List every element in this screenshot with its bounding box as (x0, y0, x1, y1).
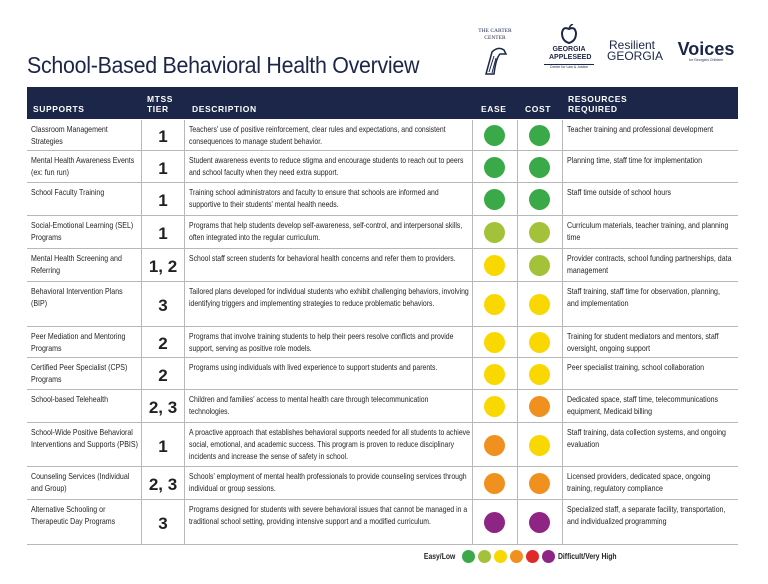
resilient-georgia-logo (604, 38, 664, 63)
table-row (27, 467, 738, 500)
cost-cell (518, 358, 563, 389)
support-text: Alternative Schooling or Therapeutic Day Programs (31, 504, 116, 526)
support-cell (27, 358, 142, 389)
ease-cell (473, 120, 518, 150)
legend-high-label: Difficult/Very High (558, 551, 617, 561)
support-cell (27, 151, 142, 182)
legend-dot-purple (542, 550, 555, 563)
resources-text: Curriculum materials, teacher training, and planning time (567, 220, 729, 242)
table-row (27, 151, 738, 183)
cost-rating-dot (529, 222, 550, 243)
description-text: Children and families' access to mental health care through telecommunication technologies. (189, 394, 429, 416)
legend-dot-lime (478, 550, 491, 563)
table-row (27, 216, 738, 249)
description-cell (185, 358, 473, 389)
support-cell (27, 216, 142, 248)
description-cell (185, 249, 473, 281)
cost-rating-dot (529, 157, 550, 178)
resilient-georgia-text: Resilient GEORGIA (607, 38, 664, 63)
table-row (27, 249, 738, 282)
resources-cell (563, 467, 738, 499)
voices-text: Voices (677, 39, 735, 59)
tier-cell (142, 183, 185, 215)
cost-cell (518, 467, 563, 499)
description-cell (185, 216, 473, 248)
resources-text: Peer specialist training, school collaboration (567, 362, 705, 372)
cost-cell (518, 120, 563, 150)
table-row (27, 500, 738, 545)
tier-value: 3 (158, 514, 168, 533)
support-cell (27, 282, 142, 326)
ease-cell (473, 151, 518, 182)
ease-cell (473, 500, 518, 544)
support-cell (27, 120, 142, 150)
carter-center-logo (470, 28, 520, 76)
cost-cell (518, 183, 563, 215)
support-text: Counseling Services (Individual and Group) (31, 471, 130, 493)
legend (420, 549, 631, 563)
description-text: Tailored plans developed for individual students who exhibit challenging behaviors, involving identifying triggers and implementing strategies to reduce problematic behaviors. (189, 286, 469, 308)
ease-cell (473, 249, 518, 281)
table-row (27, 358, 738, 390)
tier-value: 1 (158, 191, 168, 210)
ease-rating-dot (484, 512, 505, 533)
georgia-appleseed-text: GEORGIA APPLESEED (549, 46, 592, 61)
ease-rating-dot (484, 396, 505, 417)
cost-rating-dot (529, 332, 550, 353)
resources-cell (563, 120, 738, 150)
resources-text: Staff training, data collection systems, and ongoing evaluation (567, 427, 726, 449)
support-cell (27, 249, 142, 281)
resources-cell (563, 390, 738, 422)
legend-scale (462, 550, 555, 563)
cost-cell (518, 216, 563, 248)
legend-dot-yellow (494, 550, 507, 563)
description-cell (185, 423, 473, 466)
header-resources-line1: RESOURCES (568, 94, 628, 104)
tier-value: 1 (158, 127, 168, 146)
tier-value: 2 (158, 334, 168, 353)
support-text: Mental Health Awareness Events (ex: fun run) (31, 155, 135, 177)
tier-value: 1 (158, 436, 168, 456)
resources-cell (563, 500, 738, 544)
resources-text: Training for student mediators and mentors, staff oversight, ongoing support (567, 331, 719, 353)
cost-rating-dot (529, 473, 550, 494)
ease-rating-dot (484, 332, 505, 353)
tier-cell (142, 390, 185, 422)
resources-text: Dedicated space, staff time, telecommunications equipment, Medicaid billing (567, 394, 719, 416)
header-resources (568, 94, 627, 114)
support-text: Mental Health Screening and Referring (31, 253, 122, 275)
support-cell (27, 500, 142, 544)
table-row (27, 183, 738, 216)
resources-text: Licensed providers, dedicated space, ongoing training, regulatory compliance (567, 471, 711, 493)
support-cell (27, 390, 142, 422)
cost-rating-dot (529, 364, 550, 385)
resources-text: Staff time outside of school hours (567, 187, 672, 197)
header-ease: EASE (481, 104, 507, 114)
tier-cell (142, 327, 185, 357)
tier-cell (142, 423, 185, 466)
tier-value: 1 (158, 224, 168, 243)
description-text: Training school administrators and faculty to ensure that schools are informed and supportive to their students' mental health needs. (189, 187, 439, 209)
cost-rating-dot (529, 435, 550, 456)
tier-value: 3 (158, 296, 168, 315)
cost-rating-dot (529, 512, 550, 533)
resources-text: Specialized staff, a separate facility, transportation, and individualized programming (567, 504, 726, 526)
tier-value: 2, 3 (148, 475, 178, 494)
cost-rating-dot (529, 189, 550, 210)
description-text: Student awareness events to reduce stigma and encourage students to reach out to peers and school faculty when they need extra support. (189, 155, 464, 177)
tier-cell (142, 282, 185, 326)
legend-dot-orange (510, 550, 523, 563)
description-cell (185, 327, 473, 357)
resources-cell (563, 183, 738, 215)
description-cell (185, 120, 473, 150)
table-row (27, 327, 738, 358)
ease-cell (473, 183, 518, 215)
support-text: School-Wide Positive Behavioral Interventions and Supports (PBIS) (31, 427, 138, 449)
description-cell (185, 183, 473, 215)
resources-text: Planning time, staff time for implementation (567, 155, 703, 165)
legend-low-label: Easy/Low (423, 551, 456, 561)
description-text: Programs that help students develop self-awareness, self-control, and interpersonal skills, often integrated into the regular curriculum. (189, 220, 463, 242)
ease-rating-dot (484, 189, 505, 210)
cost-cell (518, 151, 563, 182)
ease-rating-dot (484, 294, 505, 315)
description-text: A proactive approach that establishes behavioral supports needed for all students to achieve social, emotional, and academic success. This program is proven to reduce disciplinary incidents and increase the sense of safety in school. (189, 427, 470, 461)
resources-cell (563, 249, 738, 281)
support-cell (27, 327, 142, 357)
support-text: Classroom Management Strategies (31, 124, 108, 146)
support-cell (27, 183, 142, 215)
support-cell (27, 467, 142, 499)
tier-cell (142, 216, 185, 248)
ease-cell (473, 358, 518, 389)
tier-cell (142, 358, 185, 389)
tier-value: 1, 2 (148, 257, 178, 276)
tier-value: 2, 3 (148, 398, 178, 417)
table-header (27, 87, 738, 119)
cost-cell (518, 423, 563, 466)
georgia-appleseed-tagline: Center for Law & Justice (544, 64, 594, 69)
cost-rating-dot (529, 396, 550, 417)
resources-cell (563, 327, 738, 357)
support-text: Social-Emotional Learning (SEL) Programs (31, 220, 134, 242)
cost-cell (518, 327, 563, 357)
voices-tagline: for Georgia's Children (689, 58, 723, 62)
legend-dot-red (526, 550, 539, 563)
ease-rating-dot (484, 473, 505, 494)
tier-cell (142, 467, 185, 499)
resources-text: Staff training, staff time for observation, planning, and implementation (567, 286, 720, 308)
header-tier (147, 94, 173, 114)
header-tier-line2: TIER (147, 104, 169, 114)
ease-rating-dot (484, 222, 505, 243)
cost-cell (518, 500, 563, 544)
table-row (27, 390, 738, 423)
tier-value: 2 (158, 365, 168, 385)
ease-cell (473, 467, 518, 499)
ease-rating-dot (484, 255, 505, 276)
description-cell (185, 500, 473, 544)
support-text: Certified Peer Specialist (CPS) Programs (31, 362, 128, 384)
cost-rating-dot (529, 125, 550, 146)
resources-cell (563, 151, 738, 182)
ease-cell (473, 327, 518, 357)
tier-value: 1 (158, 158, 168, 178)
partner-logos (470, 22, 740, 82)
support-text: Peer Mediation and Mentoring Programs (31, 331, 126, 353)
header-cost: COST (525, 104, 552, 114)
header-supports: SUPPORTS (33, 104, 85, 114)
georgia-appleseed-logo (544, 24, 594, 69)
support-text: School-based Telehealth (31, 394, 109, 404)
table-row (27, 120, 738, 151)
voices-logo (674, 40, 738, 62)
carter-center-text: THE CARTER CENTER (478, 28, 512, 41)
resources-cell (563, 282, 738, 326)
cost-cell (518, 390, 563, 422)
description-cell (185, 467, 473, 499)
cost-cell (518, 282, 563, 326)
table-row (27, 282, 738, 327)
legend-dot-green (462, 550, 475, 563)
cost-rating-dot (529, 294, 550, 315)
description-cell (185, 390, 473, 422)
description-cell (185, 282, 473, 326)
tier-cell (142, 249, 185, 281)
support-cell (27, 423, 142, 466)
tier-cell (142, 151, 185, 182)
resources-text: Provider contracts, school funding partnerships, data management (567, 253, 732, 275)
ease-cell (473, 423, 518, 466)
tier-cell (142, 500, 185, 544)
resources-cell (563, 358, 738, 389)
description-text: Teachers' use of positive reinforcement, clear rules and expectations, and consistent consequences to manage student behavior. (189, 124, 446, 146)
ease-cell (473, 282, 518, 326)
ease-rating-dot (484, 364, 505, 385)
support-text: School Faculty Training (31, 187, 105, 197)
ease-rating-dot (484, 157, 505, 178)
resources-text: Teacher training and professional development (567, 124, 714, 134)
tier-cell (142, 120, 185, 150)
resources-cell (563, 423, 738, 466)
cost-rating-dot (529, 255, 550, 276)
ease-cell (473, 390, 518, 422)
description-cell (185, 151, 473, 182)
description-text: Schools' employment of mental health professionals to provide counseling services through individual or group sessions. (189, 471, 467, 493)
header-description: DESCRIPTION (192, 104, 257, 114)
description-text: Programs that involve training students to help their peers resolve conflicts and provide support, serving as positive role models. (189, 331, 454, 353)
description-text: Programs using individuals with lived experience to support students and parents. (189, 362, 438, 372)
table-row (27, 423, 738, 467)
header-resources-line2: REQUIRED (568, 104, 618, 114)
header-tier-line1: MTSS (147, 94, 174, 104)
resources-cell (563, 216, 738, 248)
description-text: Programs designed for students with severe behavioral issues that cannot be managed in a traditional school setting, providing intensive support and a modified curriculum. (189, 504, 468, 526)
support-text: Behavioral Intervention Plans (BIP) (31, 286, 123, 308)
description-text: School staff screen students for behavioral health concerns and refer them to providers. (189, 253, 456, 263)
ease-rating-dot (484, 435, 505, 456)
ease-rating-dot (484, 125, 505, 146)
cost-cell (518, 249, 563, 281)
ease-cell (473, 216, 518, 248)
page-title: School-Based Behavioral Health Overview (27, 52, 420, 78)
